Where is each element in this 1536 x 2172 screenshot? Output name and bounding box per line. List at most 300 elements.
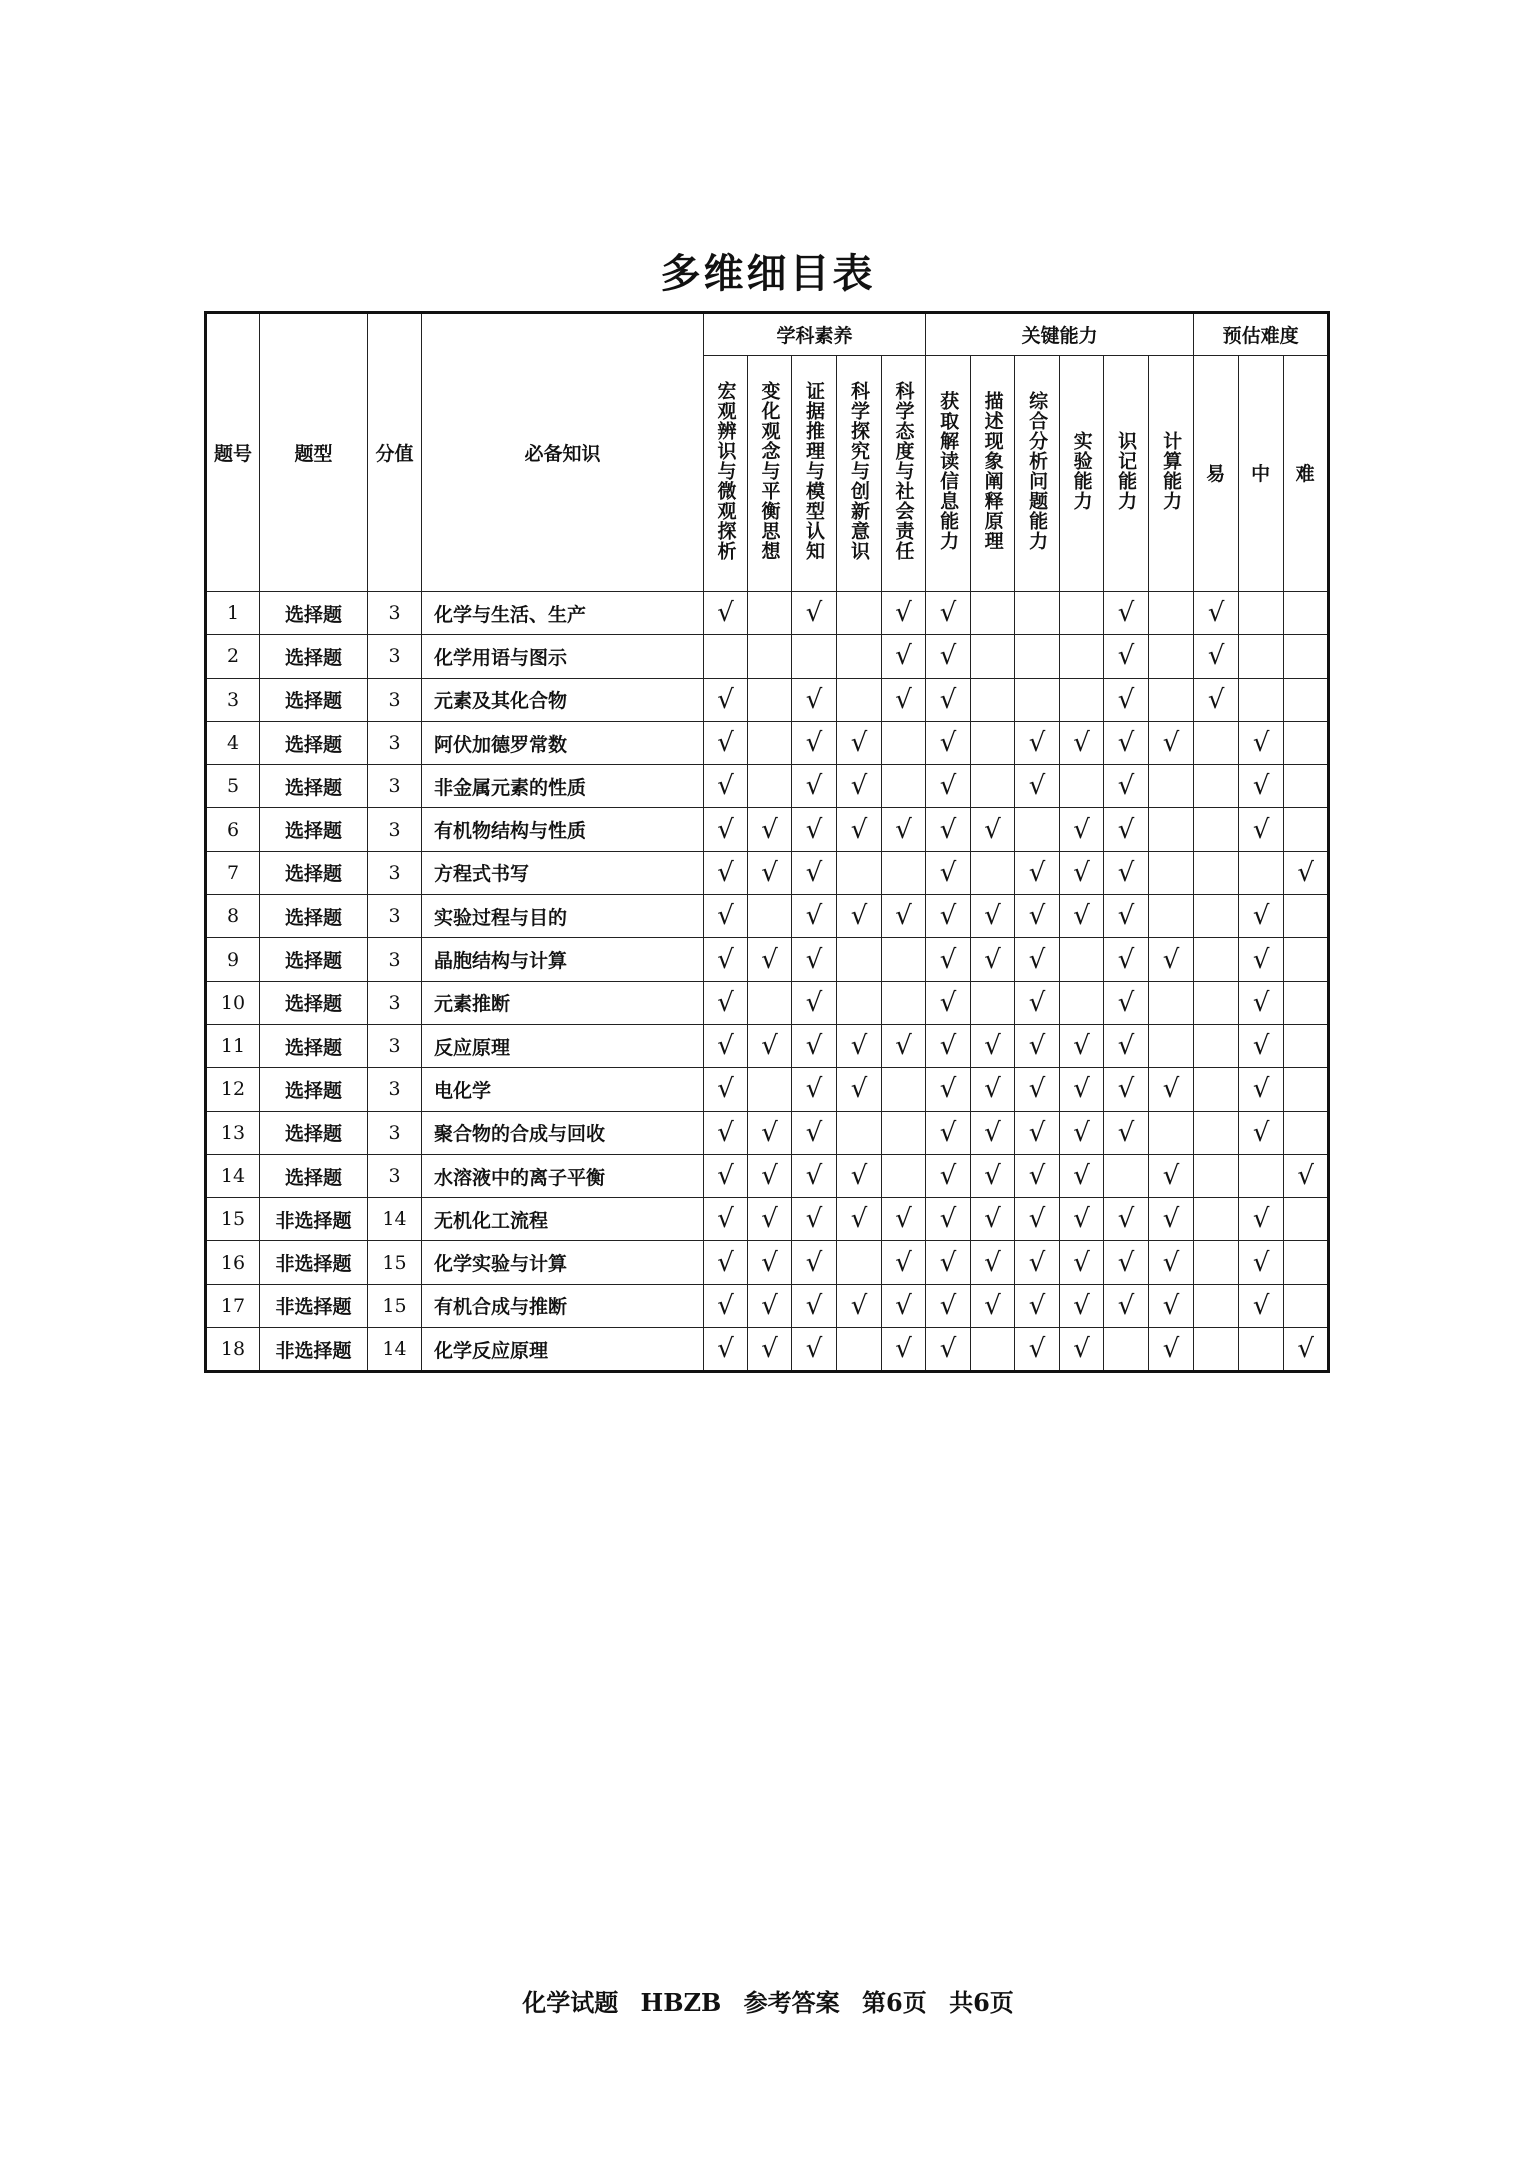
check-mark: √ (1194, 635, 1239, 678)
header-type: 题型 (260, 313, 368, 592)
empty-cell (1284, 1198, 1329, 1241)
check-mark: √ (704, 1284, 748, 1327)
table-row (206, 981, 1329, 1024)
table-row (206, 721, 1329, 764)
check-mark: √ (704, 1198, 748, 1241)
check-mark: √ (926, 808, 971, 851)
criteria-header-8 (1015, 356, 1060, 592)
check-mark: √ (1239, 938, 1284, 981)
check-mark: √ (792, 1154, 837, 1197)
question-knowledge: 晶胞结构与计算 (422, 938, 704, 981)
check-mark: √ (704, 851, 748, 894)
check-mark: √ (704, 1154, 748, 1197)
empty-cell (837, 1111, 882, 1154)
check-mark: √ (837, 1024, 882, 1067)
empty-cell (1194, 895, 1239, 938)
check-mark: √ (882, 592, 926, 635)
check-mark: √ (1015, 765, 1060, 808)
empty-cell (1194, 981, 1239, 1024)
question-type: 选择题 (260, 981, 368, 1024)
check-mark: √ (748, 1024, 792, 1067)
header-knowledge: 必备知识 (422, 313, 704, 592)
empty-cell (792, 635, 837, 678)
criteria-header-3 (792, 356, 837, 592)
criteria-label: 识记能力 (1115, 431, 1138, 511)
question-knowledge: 非金属元素的性质 (422, 765, 704, 808)
check-mark: √ (1015, 938, 1060, 981)
check-mark: √ (1060, 851, 1104, 894)
check-mark: √ (1015, 1284, 1060, 1327)
empty-cell (748, 592, 792, 635)
check-mark: √ (1104, 895, 1149, 938)
question-type: 选择题 (260, 938, 368, 981)
check-mark: √ (1239, 808, 1284, 851)
criteria-label: 综合分析问题能力 (1026, 391, 1049, 551)
question-type: 选择题 (260, 1154, 368, 1197)
criteria-label: 实验能力 (1070, 431, 1093, 511)
check-mark: √ (1149, 1284, 1194, 1327)
question-knowledge: 无机化工流程 (422, 1198, 704, 1241)
empty-cell (1194, 765, 1239, 808)
check-mark: √ (1104, 1198, 1149, 1241)
check-mark: √ (971, 1241, 1015, 1284)
empty-cell (1149, 765, 1194, 808)
question-score: 3 (368, 1068, 422, 1111)
question-number: 10 (206, 981, 260, 1024)
check-mark: √ (792, 721, 837, 764)
check-mark: √ (1060, 1328, 1104, 1372)
check-mark: √ (971, 1068, 1015, 1111)
check-mark: √ (1015, 1024, 1060, 1067)
check-mark: √ (704, 938, 748, 981)
empty-cell (1239, 851, 1284, 894)
empty-cell (1284, 981, 1329, 1024)
table-row (206, 1024, 1329, 1067)
question-knowledge: 有机合成与推断 (422, 1284, 704, 1327)
check-mark: √ (837, 1068, 882, 1111)
question-type: 选择题 (260, 635, 368, 678)
table-row (206, 1241, 1329, 1284)
check-mark: √ (837, 1198, 882, 1241)
empty-cell (748, 1068, 792, 1111)
check-mark: √ (1015, 1154, 1060, 1197)
table-row (206, 1284, 1329, 1327)
question-number: 14 (206, 1154, 260, 1197)
question-score: 3 (368, 808, 422, 851)
check-mark: √ (1015, 1198, 1060, 1241)
empty-cell (748, 895, 792, 938)
check-mark: √ (704, 1111, 748, 1154)
check-mark: √ (1104, 765, 1149, 808)
question-knowledge: 电化学 (422, 1068, 704, 1111)
check-mark: √ (1149, 1198, 1194, 1241)
check-mark: √ (926, 981, 971, 1024)
table-row (206, 635, 1329, 678)
check-mark: √ (926, 592, 971, 635)
check-mark: √ (1194, 592, 1239, 635)
check-mark: √ (837, 1154, 882, 1197)
criteria-header-6 (926, 356, 971, 592)
question-knowledge: 聚合物的合成与回收 (422, 1111, 704, 1154)
table-row (206, 808, 1329, 851)
empty-cell (1149, 895, 1194, 938)
question-type: 选择题 (260, 808, 368, 851)
empty-cell (882, 1068, 926, 1111)
criteria-header-2 (748, 356, 792, 592)
check-mark: √ (837, 765, 882, 808)
check-mark: √ (1149, 1328, 1194, 1372)
empty-cell (1060, 592, 1104, 635)
empty-cell (971, 678, 1015, 721)
question-score: 3 (368, 721, 422, 764)
table-row (206, 851, 1329, 894)
check-mark: √ (926, 1328, 971, 1372)
empty-cell (1060, 938, 1104, 981)
check-mark: √ (882, 1024, 926, 1067)
criteria-header-13 (1239, 356, 1284, 592)
question-score: 14 (368, 1328, 422, 1372)
criteria-label: 获取解读信息能力 (937, 391, 960, 551)
empty-cell (748, 981, 792, 1024)
criteria-label: 难 (1295, 462, 1316, 485)
check-mark: √ (1060, 1068, 1104, 1111)
question-number: 13 (206, 1111, 260, 1154)
empty-cell (1015, 808, 1060, 851)
empty-cell (1194, 1328, 1239, 1372)
question-number: 16 (206, 1241, 260, 1284)
empty-cell (1194, 808, 1239, 851)
table-row (206, 1198, 1329, 1241)
check-mark: √ (1060, 1154, 1104, 1197)
check-mark: √ (882, 1328, 926, 1372)
check-mark: √ (704, 721, 748, 764)
criteria-label: 宏观辨识与微观探析 (714, 381, 737, 561)
question-knowledge: 水溶液中的离子平衡 (422, 1154, 704, 1197)
empty-cell (1194, 1024, 1239, 1067)
empty-cell (748, 635, 792, 678)
check-mark: √ (882, 1284, 926, 1327)
header-group-difficulty: 预估难度 (1194, 313, 1329, 356)
empty-cell (1194, 1284, 1239, 1327)
check-mark: √ (1060, 1024, 1104, 1067)
empty-cell (1194, 1068, 1239, 1111)
question-score: 15 (368, 1284, 422, 1327)
empty-cell (1194, 721, 1239, 764)
empty-cell (1149, 981, 1194, 1024)
empty-cell (748, 678, 792, 721)
table-row (206, 895, 1329, 938)
check-mark: √ (882, 808, 926, 851)
question-number: 3 (206, 678, 260, 721)
empty-cell (1194, 1241, 1239, 1284)
check-mark: √ (1284, 1154, 1329, 1197)
check-mark: √ (926, 1284, 971, 1327)
check-mark: √ (1284, 1328, 1329, 1372)
criteria-label: 计算能力 (1160, 431, 1183, 511)
question-score: 3 (368, 635, 422, 678)
check-mark: √ (837, 808, 882, 851)
check-mark: √ (1015, 1328, 1060, 1372)
check-mark: √ (926, 1068, 971, 1111)
question-number: 1 (206, 592, 260, 635)
empty-cell (1149, 808, 1194, 851)
check-mark: √ (1015, 851, 1060, 894)
criteria-header-11 (1149, 356, 1194, 592)
check-mark: √ (1239, 1284, 1284, 1327)
check-mark: √ (704, 1328, 748, 1372)
empty-cell (1284, 1024, 1329, 1067)
question-type: 选择题 (260, 1111, 368, 1154)
empty-cell (1149, 1111, 1194, 1154)
check-mark: √ (882, 635, 926, 678)
check-mark: √ (837, 1284, 882, 1327)
empty-cell (1284, 1241, 1329, 1284)
check-mark: √ (971, 895, 1015, 938)
check-mark: √ (748, 851, 792, 894)
check-mark: √ (1060, 1198, 1104, 1241)
empty-cell (1060, 635, 1104, 678)
question-type: 非选择题 (260, 1241, 368, 1284)
question-score: 3 (368, 765, 422, 808)
criteria-header-10 (1104, 356, 1149, 592)
question-score: 3 (368, 1154, 422, 1197)
check-mark: √ (1239, 1241, 1284, 1284)
empty-cell (837, 592, 882, 635)
check-mark: √ (792, 1198, 837, 1241)
empty-cell (837, 1328, 882, 1372)
check-mark: √ (1104, 1024, 1149, 1067)
empty-cell (882, 1111, 926, 1154)
check-mark: √ (926, 1241, 971, 1284)
empty-cell (882, 1154, 926, 1197)
check-mark: √ (704, 1068, 748, 1111)
empty-cell (1015, 635, 1060, 678)
check-mark: √ (1015, 981, 1060, 1024)
question-type: 选择题 (260, 592, 368, 635)
empty-cell (837, 1241, 882, 1284)
empty-cell (1239, 635, 1284, 678)
check-mark: √ (792, 678, 837, 721)
table-row (206, 1154, 1329, 1197)
empty-cell (1194, 851, 1239, 894)
criteria-header-9 (1060, 356, 1104, 592)
check-mark: √ (926, 895, 971, 938)
check-mark: √ (926, 721, 971, 764)
question-knowledge: 反应原理 (422, 1024, 704, 1067)
empty-cell (1284, 938, 1329, 981)
check-mark: √ (837, 895, 882, 938)
check-mark: √ (1104, 1068, 1149, 1111)
check-mark: √ (882, 895, 926, 938)
check-mark: √ (926, 1154, 971, 1197)
check-mark: √ (1104, 938, 1149, 981)
check-mark: √ (1149, 1241, 1194, 1284)
empty-cell (971, 1328, 1015, 1372)
check-mark: √ (926, 851, 971, 894)
check-mark: √ (971, 938, 1015, 981)
empty-cell (1060, 981, 1104, 1024)
empty-cell (837, 635, 882, 678)
question-knowledge: 元素及其化合物 (422, 678, 704, 721)
check-mark: √ (1239, 981, 1284, 1024)
empty-cell (1284, 592, 1329, 635)
question-score: 3 (368, 1024, 422, 1067)
empty-cell (1104, 1154, 1149, 1197)
check-mark: √ (1104, 721, 1149, 764)
check-mark: √ (1239, 1198, 1284, 1241)
empty-cell (1284, 765, 1329, 808)
check-mark: √ (1104, 635, 1149, 678)
check-mark: √ (971, 1284, 1015, 1327)
table-row (206, 592, 1329, 635)
check-mark: √ (926, 1111, 971, 1154)
page-footer: 化学试题 HBZB 参考答案 第6页 共6页 (522, 1988, 1014, 2017)
check-mark: √ (1015, 1241, 1060, 1284)
question-number: 15 (206, 1198, 260, 1241)
check-mark: √ (1149, 938, 1194, 981)
question-type: 选择题 (260, 1068, 368, 1111)
criteria-label: 中 (1251, 462, 1272, 485)
empty-cell (1284, 1284, 1329, 1327)
check-mark: √ (971, 1111, 1015, 1154)
check-mark: √ (926, 1198, 971, 1241)
empty-cell (704, 635, 748, 678)
check-mark: √ (882, 678, 926, 721)
check-mark: √ (971, 808, 1015, 851)
question-type: 选择题 (260, 765, 368, 808)
question-knowledge: 阿伏加德罗常数 (422, 721, 704, 764)
check-mark: √ (1239, 721, 1284, 764)
question-score: 3 (368, 895, 422, 938)
check-mark: √ (926, 635, 971, 678)
check-mark: √ (704, 895, 748, 938)
empty-cell (1015, 678, 1060, 721)
question-score: 3 (368, 851, 422, 894)
question-knowledge: 元素推断 (422, 981, 704, 1024)
empty-cell (1149, 635, 1194, 678)
question-type: 选择题 (260, 1024, 368, 1067)
empty-cell (837, 938, 882, 981)
empty-cell (1149, 678, 1194, 721)
empty-cell (971, 592, 1015, 635)
empty-cell (1239, 678, 1284, 721)
check-mark: √ (1015, 895, 1060, 938)
empty-cell (1284, 1068, 1329, 1111)
empty-cell (971, 635, 1015, 678)
empty-cell (882, 765, 926, 808)
check-mark: √ (1104, 678, 1149, 721)
question-number: 17 (206, 1284, 260, 1327)
empty-cell (882, 938, 926, 981)
criteria-label: 变化观念与平衡思想 (758, 381, 781, 561)
check-mark: √ (1149, 1068, 1194, 1111)
check-mark: √ (792, 1024, 837, 1067)
header-group-literacy: 学科素养 (704, 313, 926, 356)
check-mark: √ (971, 1024, 1015, 1067)
criteria-header-14 (1284, 356, 1329, 592)
criteria-header-7 (971, 356, 1015, 592)
empty-cell (1194, 938, 1239, 981)
empty-cell (882, 851, 926, 894)
check-mark: √ (926, 765, 971, 808)
empty-cell (882, 721, 926, 764)
empty-cell (1284, 678, 1329, 721)
empty-cell (837, 981, 882, 1024)
check-mark: √ (748, 1284, 792, 1327)
header-group-ability: 关键能力 (926, 313, 1194, 356)
check-mark: √ (704, 981, 748, 1024)
check-mark: √ (1060, 1241, 1104, 1284)
empty-cell (1149, 592, 1194, 635)
check-mark: √ (1194, 678, 1239, 721)
check-mark: √ (1149, 721, 1194, 764)
question-type: 选择题 (260, 851, 368, 894)
question-score: 3 (368, 678, 422, 721)
check-mark: √ (792, 1241, 837, 1284)
check-mark: √ (792, 1111, 837, 1154)
check-mark: √ (792, 938, 837, 981)
empty-cell (1284, 635, 1329, 678)
question-number: 9 (206, 938, 260, 981)
empty-cell (1239, 592, 1284, 635)
check-mark: √ (704, 808, 748, 851)
empty-cell (971, 765, 1015, 808)
question-score: 3 (368, 938, 422, 981)
check-mark: √ (882, 1198, 926, 1241)
question-number: 12 (206, 1068, 260, 1111)
question-knowledge: 有机物结构与性质 (422, 808, 704, 851)
empty-cell (971, 851, 1015, 894)
empty-cell (1104, 1328, 1149, 1372)
question-score: 3 (368, 981, 422, 1024)
empty-cell (1284, 808, 1329, 851)
table-row (206, 1111, 1329, 1154)
check-mark: √ (926, 938, 971, 981)
criteria-label: 科学探究与创新意识 (848, 381, 870, 561)
check-mark: √ (1149, 1154, 1194, 1197)
check-mark: √ (971, 1198, 1015, 1241)
question-number: 8 (206, 895, 260, 938)
question-number: 4 (206, 721, 260, 764)
check-mark: √ (1104, 851, 1149, 894)
table-row (206, 1328, 1329, 1372)
check-mark: √ (1060, 1111, 1104, 1154)
check-mark: √ (748, 1198, 792, 1241)
question-number: 2 (206, 635, 260, 678)
specification-table (204, 311, 1330, 1373)
check-mark: √ (792, 1328, 837, 1372)
table-row (206, 678, 1329, 721)
empty-cell (837, 851, 882, 894)
question-knowledge: 方程式书写 (422, 851, 704, 894)
check-mark: √ (926, 678, 971, 721)
check-mark: √ (1239, 765, 1284, 808)
question-type: 选择题 (260, 678, 368, 721)
empty-cell (882, 981, 926, 1024)
question-number: 7 (206, 851, 260, 894)
check-mark: √ (792, 808, 837, 851)
check-mark: √ (1239, 1111, 1284, 1154)
question-number: 11 (206, 1024, 260, 1067)
question-number: 6 (206, 808, 260, 851)
criteria-label: 易 (1206, 462, 1227, 485)
criteria-header-12 (1194, 356, 1239, 592)
empty-cell (748, 765, 792, 808)
criteria-header-4 (837, 356, 882, 592)
check-mark: √ (792, 765, 837, 808)
question-score: 15 (368, 1241, 422, 1284)
check-mark: √ (1239, 895, 1284, 938)
